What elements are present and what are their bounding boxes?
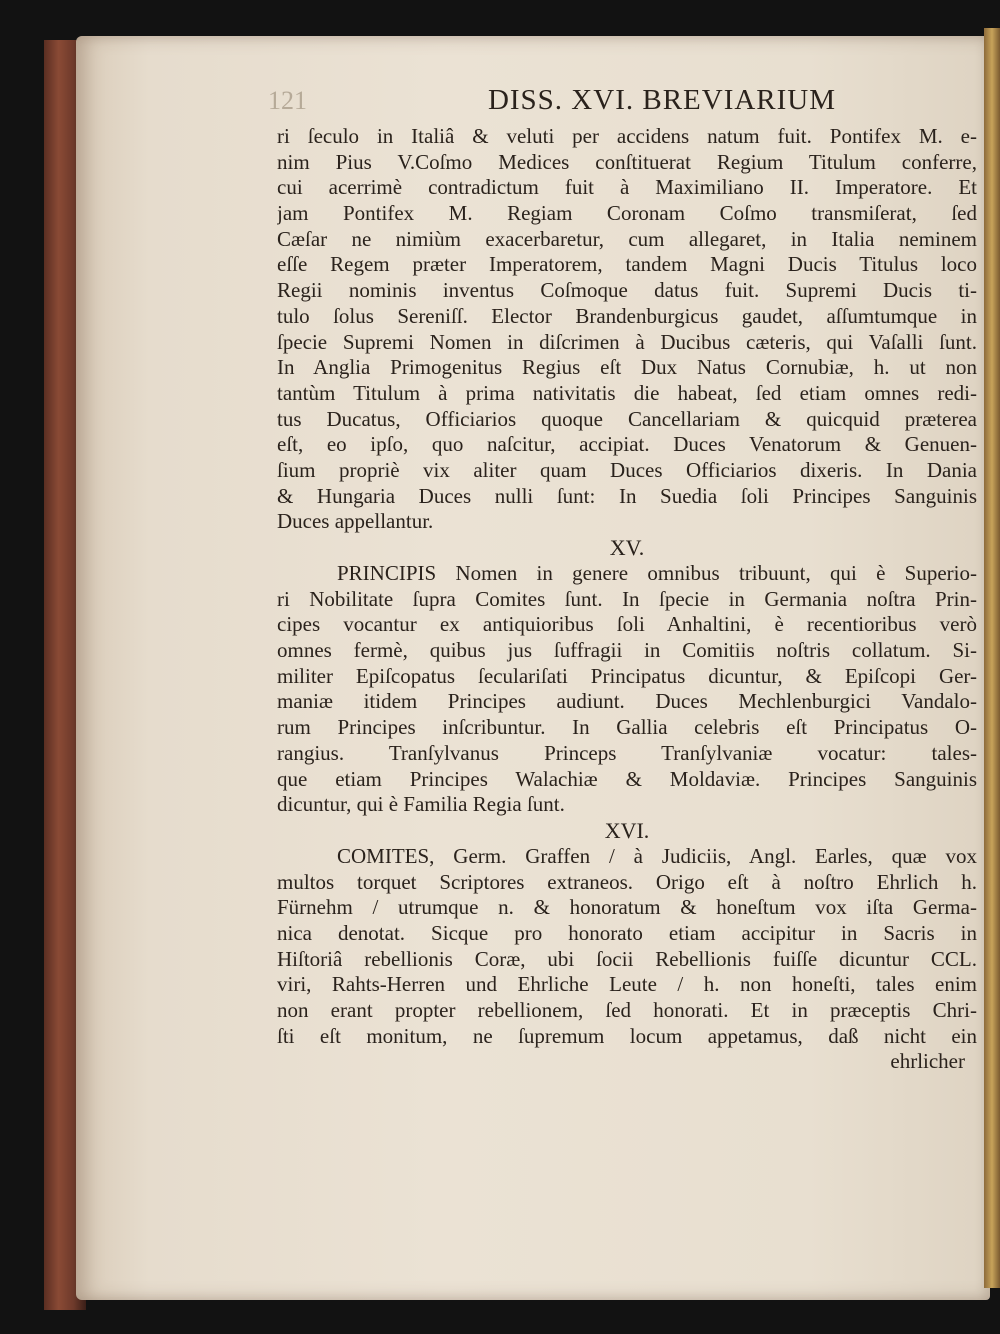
text-line: jam Pontifex M. Regiam Coronam Coſmo transmiſerat, ſed xyxy=(277,201,977,226)
text-line: tantùm Titulum à prima nativitatis die habeat, ſed etiam omnes redi- xyxy=(277,380,977,405)
text-line: ſpecie Supremi Nomen in diſcrimen à Ducibus cæteris, qui Vaſalli ſunt. xyxy=(277,329,977,354)
text-line: cui acerrimè contradictum fuit à Maximiliano II. Imperatore. Et xyxy=(277,175,977,200)
text-line: rum Principes inſcribuntur. In Gallia celebris eſt Principatus O- xyxy=(277,715,977,740)
text-line: nim Pius V.Coſmo Medices conſtituerat Regium Titulum conferre, xyxy=(277,149,977,174)
text-line: eſſe Regem præter Imperatorem, tandem Magni Ducis Titulus loco xyxy=(277,252,977,277)
text-line: ri ſeculo in Italiâ & veluti per accidens natum fuit. Pontifex M. e- xyxy=(277,124,977,148)
page-edge xyxy=(984,28,1000,1288)
section-number-xv: XV. xyxy=(609,535,645,560)
page-number: 121 xyxy=(268,86,307,115)
page-text xyxy=(277,82,977,1075)
running-header: DISS. XVI. BREVIARIUM xyxy=(487,84,837,116)
text-line: ſti eſt monitum, ne ſupremum locum appetamus, daß nicht ein xyxy=(277,1023,977,1048)
text-line: rangius. Tranſylvanus Princeps Tranſylvaniæ vocatur: tales- xyxy=(277,740,977,765)
text-line: Hiſtoriâ rebellionis Coræ, ubi ſocii Rebellionis fuiſſe dicuntur CCL. xyxy=(277,946,977,971)
text-line: COMITES, Germ. Graffen / à Judiciis, Angl. Earles, quæ vox xyxy=(337,843,977,868)
text-line: tus Ducatus, Officiarios quoque Cancellariam & quicquid præterea xyxy=(277,406,977,431)
text-line: Regii nominis inventus Coſmoque datus fuit. Supremi Ducis ti- xyxy=(277,278,977,303)
section-number-xvi: XVI. xyxy=(604,817,650,843)
text-line: In Anglia Primogenitus Regius eſt Dux Natus Cornubiæ, h. ut non xyxy=(277,355,977,380)
text-line: eſt, eo ipſo, quo naſcitur, accipiat. Duces Venatorum & Genuen- xyxy=(277,432,977,457)
text-line: que etiam Principes Walachiæ & Moldaviæ. Principes Sanguinis xyxy=(277,766,977,791)
catchword: ehrlicher xyxy=(890,1049,965,1074)
text-line: Cæſar ne nimiùm exacerbaretur, cum allegaret, in Italia neminem xyxy=(277,226,977,251)
text-line: multos torquet Scriptores extraneos. Origo eſt à noſtro Ehrlich h. xyxy=(277,869,977,894)
text-line: omnes fermè, quibus jus ſuffragii in Comitiis noſtris collatum. Si- xyxy=(277,638,977,663)
text-line: nica denotat. Sicque pro honorato etiam accipitur in Sacris in xyxy=(277,920,977,945)
text-line: militer Epiſcopatus ſeculariſati Principatus dicuntur, & Epiſcopi Ger- xyxy=(277,663,977,688)
text-line: tulo ſolus Sereniſſ. Elector Brandenburgicus gaudet, aſſumtumque in xyxy=(277,303,977,328)
text-line: dicuntur, qui è Familia Regia ſunt. xyxy=(277,792,565,817)
text-line: cipes vocantur ex antiquioribus ſoli Anhaltini, è recentioribus verò xyxy=(277,612,977,637)
text-line: ri Nobilitate ſupra Comites ſunt. In ſpecie in Germania noſtra Prin- xyxy=(277,586,977,611)
paragraph-intro xyxy=(277,124,977,535)
text-line: ſium propriè vix aliter quam Duces Officiarios dixeris. In Dania xyxy=(277,457,977,482)
text-line: & Hungaria Duces nulli ſunt: In Suedia ſoli Principes Sanguinis xyxy=(277,483,977,508)
text-line: Fürnehm / utrumque n. & honoratum & honeſtum vox iſta Germa- xyxy=(277,895,977,920)
text-line: Duces appellantur. xyxy=(277,509,434,534)
text-line: viri, Rahts-Herren und Ehrliche Leute / h. non honeſti, tales enim xyxy=(277,972,977,997)
text-line: non erant propter rebellionem, ſed honorati. Et in præceptis Chri- xyxy=(277,998,977,1022)
text-line: maniæ itidem Principes audiunt. Duces Mechlenburgici Vandalo- xyxy=(277,689,977,714)
text-line: PRINCIPIS Nomen in genere omnibus tribuunt, qui è Superio- xyxy=(337,561,977,585)
paragraph-xv xyxy=(277,561,977,818)
paragraph-xvi xyxy=(277,844,977,1075)
